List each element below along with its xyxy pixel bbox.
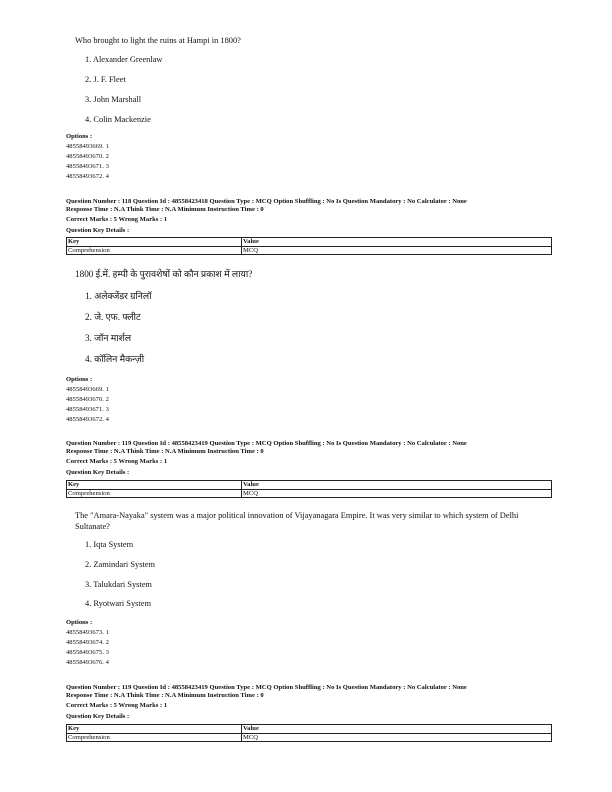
question-text: The "Amara-Nayaka" system was a major political innovation of Vijayanagara Empire. It was very similar to which system of Delhi: [75, 511, 519, 520]
option-id: 48558493671. 3: [66, 406, 109, 413]
options-label: Options :: [66, 619, 93, 626]
table-header-value: Value: [242, 481, 552, 490]
option-1: 1. अलेक्जेंडर ग्रनिलॉ: [85, 291, 152, 301]
option-id: 48558493672. 4: [66, 173, 109, 180]
key-details-label: Question Key Details :: [66, 469, 130, 476]
options-label: Options :: [66, 376, 93, 383]
option-2: 2. Zamindari System: [85, 560, 156, 569]
option-3: 3. John Marshall: [85, 95, 142, 104]
question-meta: Question Number : 118 Question Id : 48558423418 Question Type : MCQ Option Shuffling : No Is Question Mandatory : No Calculator : None: [66, 198, 467, 205]
option-id: 48558493670. 2: [66, 396, 109, 403]
response-time: Response Time : N.A Think Time : N.A Minimum Instruction Time : 0: [66, 206, 264, 213]
option-1: 1. Iqta System: [85, 540, 134, 549]
response-time: Response Time : N.A Think Time : N.A Minimum Instruction Time : 0: [66, 692, 264, 699]
option-4: 4. Colin Mackenzie: [85, 115, 151, 124]
table-header-key: Key: [67, 725, 242, 734]
option-id: 48558493672. 4: [66, 416, 109, 423]
option-4: 4. Ryotwari System: [85, 599, 151, 608]
key-details-table: [66, 724, 552, 742]
option-id: 48558493675. 3: [66, 649, 109, 656]
key-details-label: Question Key Details :: [66, 713, 130, 720]
table-cell-key: Comprehension: [67, 733, 242, 742]
question-text: Who brought to light the ruins at Hampi in 1800?: [75, 36, 241, 45]
table-cell-value: MCQ: [242, 489, 552, 498]
marks: Correct Marks : 5 Wrong Marks : 1: [66, 702, 168, 709]
table-cell-value: MCQ: [242, 246, 552, 255]
table-header-key: Key: [67, 238, 242, 247]
table-header-key: Key: [67, 481, 242, 490]
option-3: 3. Talukdari System: [85, 580, 152, 589]
key-details-label: Question Key Details :: [66, 227, 130, 234]
option-3: 3. जॉन मार्शल: [85, 333, 132, 343]
options-label: Options :: [66, 133, 93, 140]
table-cell-key: Comprehension: [67, 489, 242, 498]
response-time: Response Time : N.A Think Time : N.A Minimum Instruction Time : 0: [66, 448, 264, 455]
option-id: 48558493676. 4: [66, 659, 109, 666]
question-text-continued: Sultanate?: [75, 522, 110, 531]
option-id: 48558493674. 2: [66, 639, 109, 646]
question-meta: Question Number : 119 Question Id : 48558423419 Question Type : MCQ Option Shuffling : No Is Question Mandatory : No Calculator : None: [66, 440, 467, 447]
key-details-table: [66, 237, 552, 255]
option-id: 48558493673. 1: [66, 629, 109, 636]
key-details-table: [66, 480, 552, 498]
option-1: 1. Alexander Greenlaw: [85, 55, 163, 64]
option-id: 48558493670. 2: [66, 153, 109, 160]
option-id: 48558493671. 3: [66, 163, 109, 170]
table-header-value: Value: [242, 725, 552, 734]
option-id: 48558493669. 1: [66, 386, 109, 393]
option-id: 48558493669. 1: [66, 143, 109, 150]
marks: Correct Marks : 5 Wrong Marks : 1: [66, 216, 168, 223]
table-cell-key: Comprehension: [67, 246, 242, 255]
option-2: 2. J. F. Fleet: [85, 75, 126, 84]
table-cell-value: MCQ: [242, 733, 552, 742]
option-2: 2. जे. एफ. फ्लीट: [85, 312, 141, 322]
question-text-hindi: 1800 ई.में. हम्पी के पुरावशेषों को कौन प्रकाश में लाया?: [75, 269, 253, 279]
question-meta: Question Number : 119 Question Id : 48558423419 Question Type : MCQ Option Shuffling : No Is Question Mandatory : No Calculator : None: [66, 684, 467, 691]
marks: Correct Marks : 5 Wrong Marks : 1: [66, 458, 168, 465]
table-header-value: Value: [242, 238, 552, 247]
option-4: 4. कॉलिन मैकन्ज़ी: [85, 354, 145, 364]
